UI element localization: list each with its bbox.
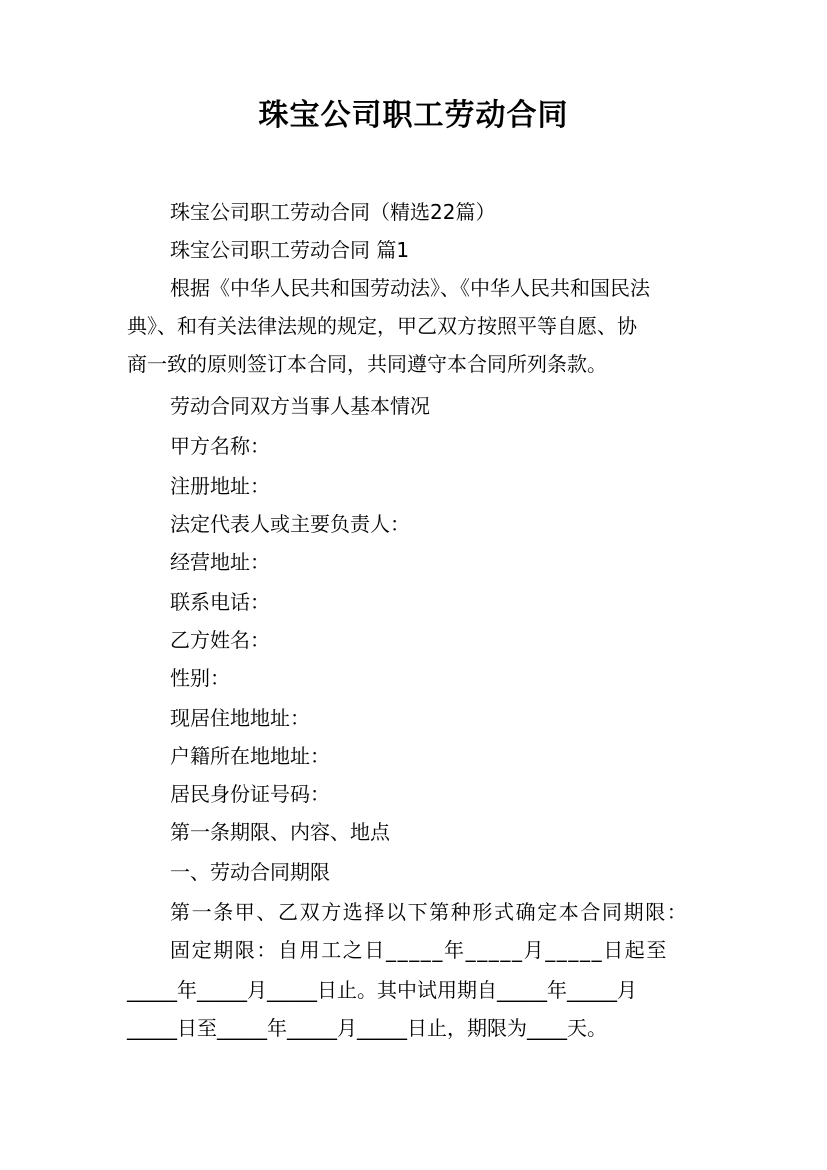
field-label: 户籍所在地地址： [170,744,330,768]
field-label: 性别： [170,666,230,690]
document-title: 珠宝公司职工劳动合同 [258,98,569,133]
clause-line: 固定期限：自用工之日_____年_____月_____日起至 [170,938,668,962]
clause-line: _____年_____月_____日止。其中试用期自_____年_____月 [127,978,637,1002]
paragraph-line: 典》、和有关法律法规的规定，甲乙双方按照平等自愿、协 [127,314,637,338]
field-label: 联系电话： [170,590,270,614]
field-label: 经营地址： [170,550,270,574]
intro-line: 珠宝公司职工劳动合同（精选22篇） [170,200,496,224]
clause-line: _____日至_____年_____月_____日止，期限为____天。 [127,1016,607,1040]
field-label: 乙方姓名： [170,628,270,652]
section-heading: 珠宝公司职工劳动合同 篇1 [170,238,410,262]
article-heading: 第一条期限、内容、地点 [170,820,390,844]
clause-line: 第一条甲、乙双方选择以下第种形式确定本合同期限： [170,900,689,924]
paragraph-line: 商一致的原则签订本合同，共同遵守本合同所列条款。 [127,352,607,376]
field-label: 现居住地地址： [170,706,310,730]
field-label: 甲方名称： [170,434,270,458]
paragraph-line: 根据《中华人民共和国劳动法》、《中华人民共和国民法 [170,276,650,300]
subsection-heading: 劳动合同双方当事人基本情况 [170,394,430,418]
field-label: 注册地址： [170,474,270,498]
field-label: 居民身份证号码： [170,782,330,806]
clause-heading: 一、劳动合同期限 [170,860,330,884]
field-label: 法定代表人或主要负责人： [170,512,410,536]
